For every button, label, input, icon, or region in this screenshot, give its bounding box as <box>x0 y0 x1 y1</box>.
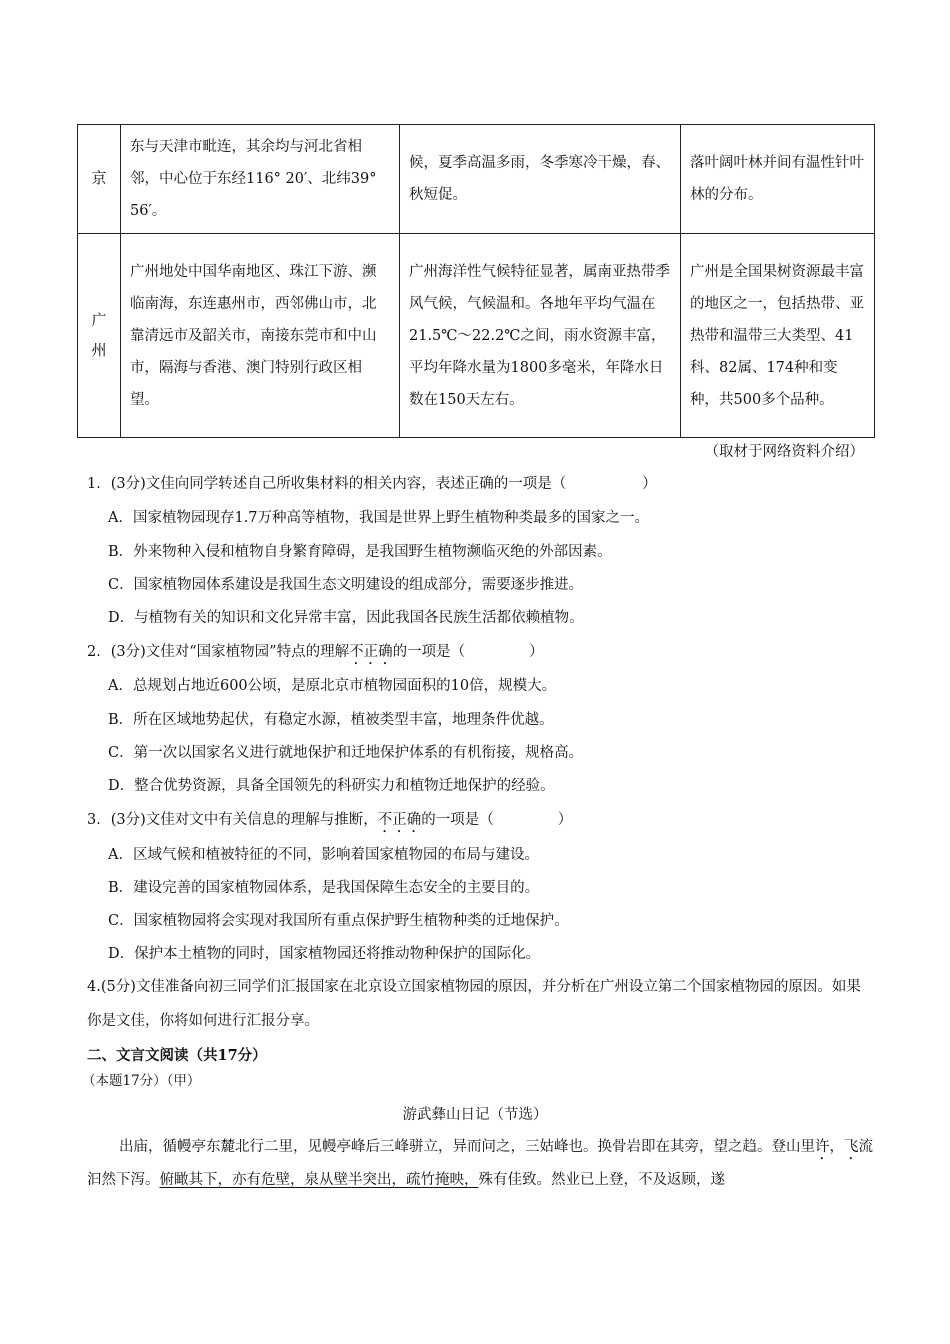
question-3-option-b: B．建设完善的国家植物园体系，是我国保障生态安全的主要目的。 <box>108 880 540 896</box>
city-cell: 京 <box>78 125 121 234</box>
question-2-option-c: C．第一次以国家名义进行就地保护和迁地保护体系的有机衔接，规格高。 <box>108 745 584 761</box>
question-1-option-a: A．国家植物园现存1.7万种高等植物，我国是世界上野生植物种类最多的国家之一。 <box>108 510 650 526</box>
passage-paragraph: 出庙，循幔亭东麓北行二里，见幔亭峰后三峰骈立，异而问之，三姑峰也。换骨岩即在其旁，望之趋。登山里许，飞流汩然下泻。俯瞰其下，亦有危壁，泉从壁半突出，疏竹掩映，殊有佳致。然业已上登，不及返顾，遂 <box>87 1139 873 1188</box>
emphasis-not-correct: 不正确 <box>349 644 393 660</box>
question-1-stem: 1．(3分)文佳向同学转述自己所收集材料的相关内容，表述正确的一项是（ ） <box>87 476 657 492</box>
plants-cell: 落叶阔叶林并间有温性针叶林的分布。 <box>681 125 875 234</box>
question-3-option-a: A．区域气候和植被特征的不同，影响着国家植物园的布局与建设。 <box>108 847 539 863</box>
location-cell: 广州地处中国华南地区、珠江下游、濒临南海，东连惠州市，西邻佛山市，北靠清远市及韶关市，南接东莞市和中山市，隔海与香港、澳门特别行政区相望。 <box>121 234 400 438</box>
underlined-sentence: 俯瞰其下，亦有危壁，泉从壁半突出，疏竹掩映， <box>159 1172 479 1188</box>
question-3-option-c: C．国家植物园将会实现对我国所有重点保护野生植物种类的迁地保护。 <box>108 913 569 929</box>
location-cell: 东与天津市毗连，其余均与河北省相邻，中心位于东经116° 20′、北纬39° 56′。 <box>121 125 400 234</box>
question-1-option-b: B．外来物种入侵和植物自身繁育障碍，是我国野生植物濒临灭绝的外部因素。 <box>108 544 612 560</box>
table-source: （取材于网络资料介绍） <box>704 444 864 460</box>
city-cell: 广州 <box>78 234 121 438</box>
question-3-stem: 3．(3分)文佳对文中有关信息的理解与推断，不正确的一项是（ ） <box>87 812 573 828</box>
question-2-stem: 2．(3分)文佳对“国家植物园”特点的理解不正确的一项是（ ） <box>87 644 544 660</box>
table-row-beijing <box>78 125 875 234</box>
table-row-guangzhou <box>78 234 875 438</box>
question-2-option-b: B．所在区域地势起伏，有稳定水源，植被类型丰富，地理条件优越。 <box>108 712 554 728</box>
question-4: 4.(5分)文佳准备向初三同学们汇报国家在北京设立国家植物园的原因，并分析在广州设立第二个国家植物园的原因。如果你是文佳，你将如何进行汇报分享。 <box>87 979 861 1029</box>
plants-cell: 广州是全国果树资源最丰富的地区之一，包括热带、亚热带和温带三大类型、41科、82属、174种和变种，共500多个品种。 <box>681 234 875 438</box>
city-info-table <box>77 124 875 438</box>
question-2-option-d: D．整合优势资源，具备全国领先的科研实力和植物迁地保护的经验。 <box>108 778 555 794</box>
section-note: （本题17分）（甲） <box>82 1073 201 1089</box>
passage-title: 游武彝山日记（节选） <box>402 1107 548 1123</box>
question-2-option-a: A．总规划占地近600公顷，是原北京市植物园面积的10倍，规模大。 <box>108 678 557 694</box>
section-heading: 二、文言文阅读（共17分） <box>87 1047 267 1064</box>
climate-cell: 候，夏季高温多雨，冬季寒冷干燥，春、秋短促。 <box>400 125 681 234</box>
question-1-option-c: C．国家植物园体系建设是我国生态文明建设的组成部分，需要逐步推进。 <box>108 577 584 593</box>
question-3-option-d: D．保护本土植物的同时，国家植物园还将推动物种保护的国际化。 <box>108 946 541 962</box>
emphasis-not-correct: 不正确 <box>377 812 422 828</box>
climate-cell: 广州海洋性气候特征显著，属南亚热带季风气候，气候温和。各地年平均气温在21.5℃～22.2℃之间，雨水资源丰富，平均年降水量为1800多毫米，年降水日数在150天左右。 <box>400 234 681 438</box>
question-1-option-d: D．与植物有关的知识和文化异常丰富，因此我国各民族生活都依赖植物。 <box>108 610 584 626</box>
